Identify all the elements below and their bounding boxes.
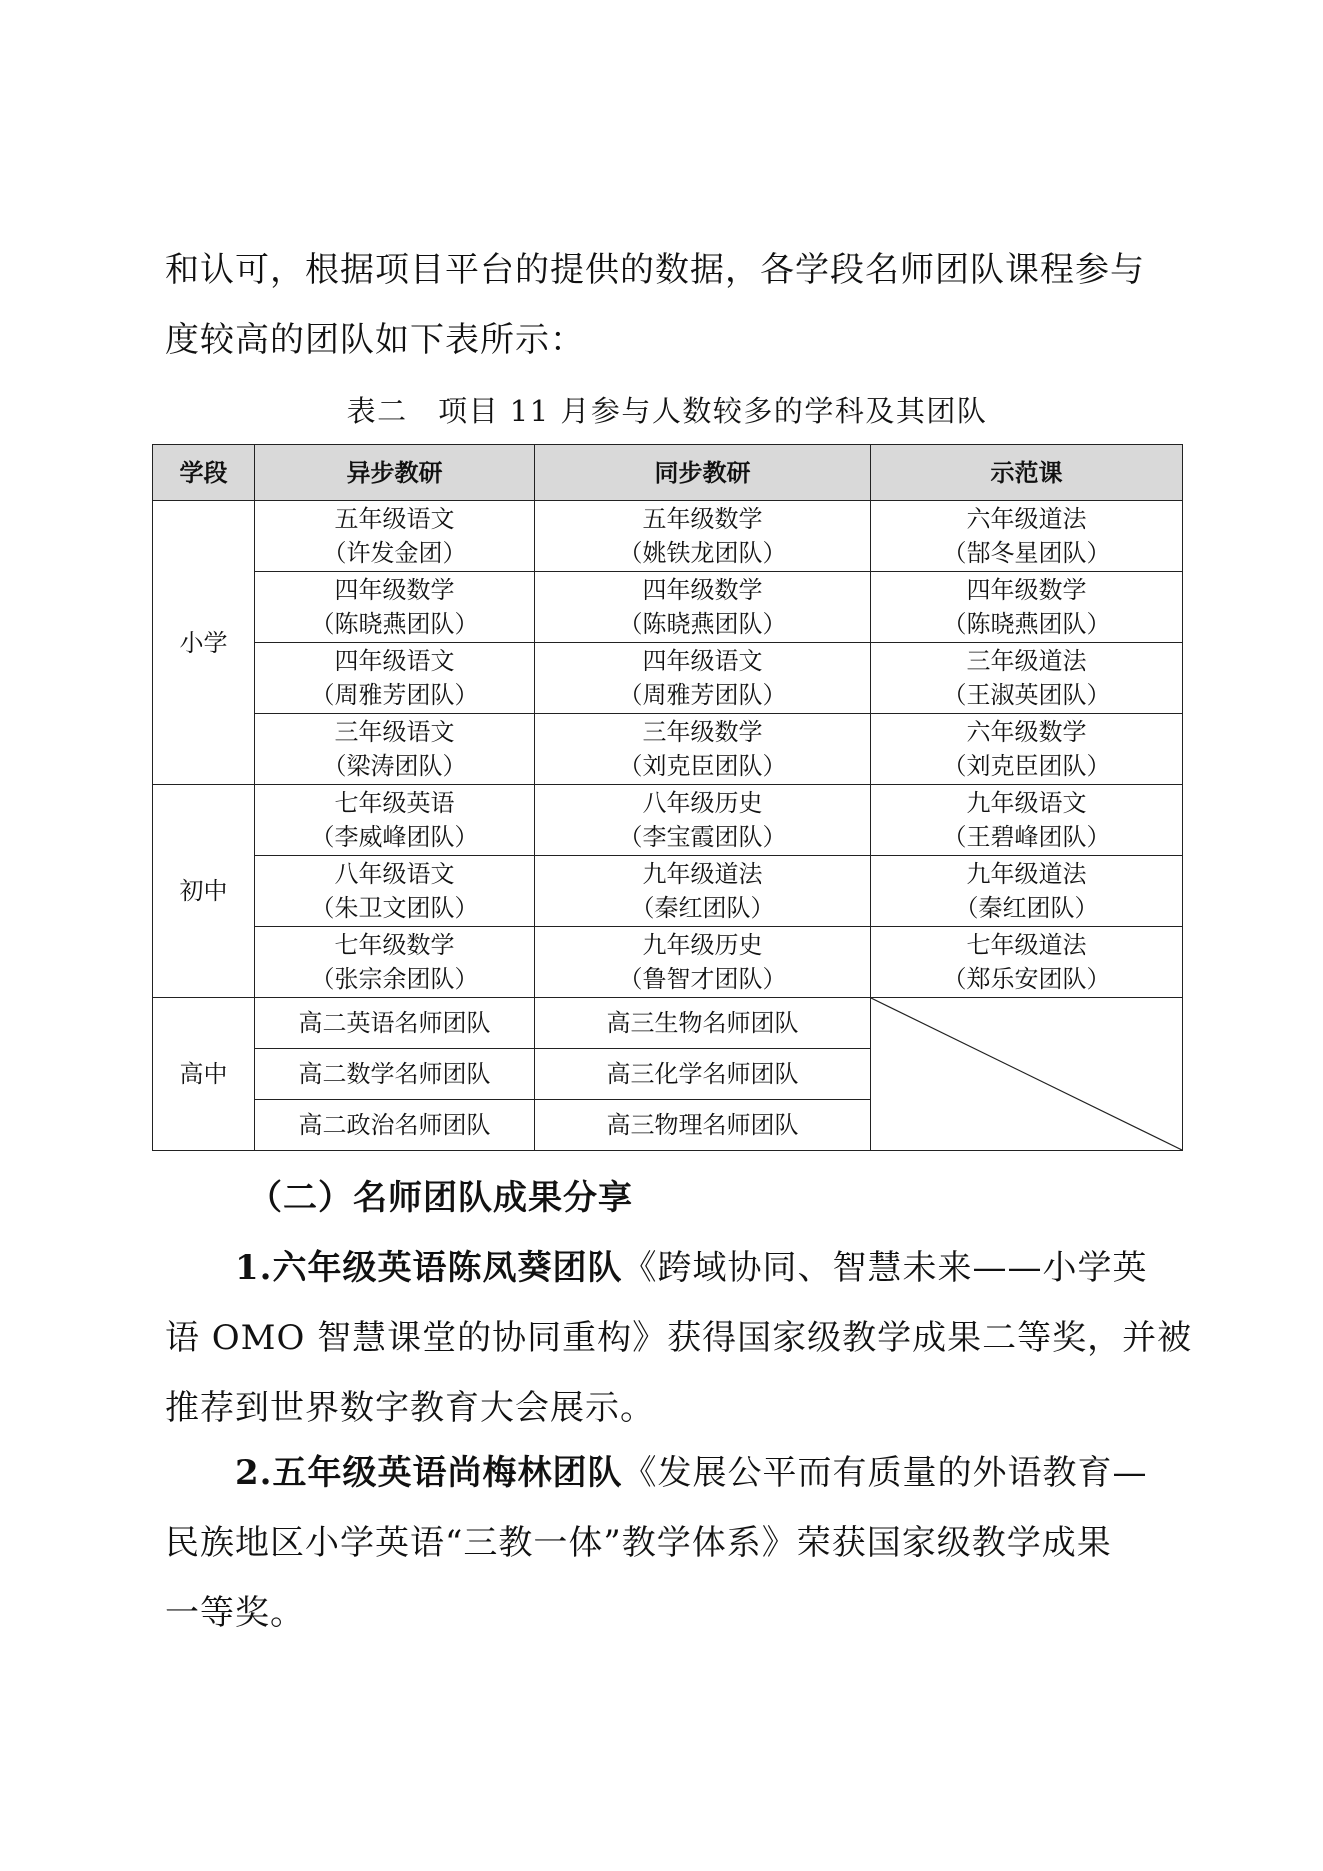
table-row — [153, 643, 1183, 714]
item2-line1-rest: 《发展公平而有质量的外语教育— — [622, 1453, 1148, 1493]
table-cell: 九年级历史 （鲁智才团队） — [535, 927, 871, 998]
table-cell: 四年级语文 （周雅芳团队） — [255, 643, 535, 714]
item1-line3: 推荐到世界数字教育大会展示。 — [165, 1388, 655, 1428]
intro-paragraph — [165, 235, 1165, 375]
table-cell: 五年级数学 （姚铁龙团队） — [535, 501, 871, 572]
table-cell: 四年级语文 （周雅芳团队） — [535, 643, 871, 714]
table-row — [153, 714, 1183, 785]
table-cell: 六年级道法 （郜冬星团队） — [871, 501, 1183, 572]
table-header-row — [153, 445, 1183, 501]
header-stage: 学段 — [153, 445, 255, 501]
section-title: （二）名师团队成果分享 — [248, 1178, 633, 1218]
table-cell: 三年级道法 （王淑英团队） — [871, 643, 1183, 714]
diagonal-empty-cell — [871, 998, 1183, 1151]
table-cell: 七年级数学 （张宗余团队） — [255, 927, 535, 998]
table-cell: 高二政治名师团队 — [255, 1100, 535, 1151]
table-cell: 九年级道法 （秦红团队） — [871, 856, 1183, 927]
item1-line1-rest: 《跨域协同、智慧未来——小学英 — [622, 1248, 1148, 1288]
table-cell: 高三化学名师团队 — [535, 1049, 871, 1100]
table-cell: 四年级数学 （陈晓燕团队） — [255, 572, 535, 643]
achievement-item-1 — [165, 1233, 1193, 1443]
table-row — [153, 572, 1183, 643]
item2-lead: 2.五年级英语尚梅林团队 — [235, 1453, 623, 1493]
header-sync: 同步教研 — [535, 445, 871, 501]
table-cell: 九年级语文 （王碧峰团队） — [871, 785, 1183, 856]
table-cell: 八年级历史 （李宝霞团队） — [535, 785, 871, 856]
achievement-item-2 — [165, 1438, 1165, 1648]
intro-line-2: 度较高的团队如下表所示： — [165, 320, 585, 360]
table-cell: 七年级道法 （郑乐安团队） — [871, 927, 1183, 998]
table-cell: 四年级数学 （陈晓燕团队） — [535, 572, 871, 643]
table-caption: 表二 项目 11 月参与人数较多的学科及其团队 — [346, 394, 988, 428]
diagonal-line-icon — [871, 998, 1182, 1150]
intro-line-1: 和认可，根据项目平台的提供的数据，各学段名师团队课程参与 — [165, 250, 1145, 290]
table-cell: 六年级数学 （刘克臣团队） — [871, 714, 1183, 785]
table-cell: 三年级语文 （梁涛团队） — [255, 714, 535, 785]
stage-junior: 初中 — [153, 785, 255, 998]
table-row — [153, 785, 1183, 856]
table-cell: 八年级语文 （朱卫文团队） — [255, 856, 535, 927]
teams-table — [152, 444, 1183, 1151]
table-cell: 九年级道法 （秦红团队） — [535, 856, 871, 927]
item2-line2: 民族地区小学英语“三教一体”教学体系》荣获国家级教学成果 — [165, 1523, 1112, 1563]
table-cell: 七年级英语 （李威峰团队） — [255, 785, 535, 856]
table-cell: 高二数学名师团队 — [255, 1049, 535, 1100]
table-cell: 五年级语文 （许发金团） — [255, 501, 535, 572]
header-async: 异步教研 — [255, 445, 535, 501]
table-cell: 四年级数学 （陈晓燕团队） — [871, 572, 1183, 643]
item1-lead: 1.六年级英语陈凤葵团队 — [235, 1248, 623, 1288]
table-row — [153, 856, 1183, 927]
stage-primary: 小学 — [153, 501, 255, 785]
item2-line3: 一等奖。 — [165, 1593, 305, 1633]
table-cell: 高三生物名师团队 — [535, 998, 871, 1049]
table-row — [153, 501, 1183, 572]
table-row — [153, 998, 1183, 1049]
item1-line2: 语 OMO 智慧课堂的协同重构》获得国家级教学成果二等奖，并被 — [165, 1318, 1193, 1358]
table-row — [153, 927, 1183, 998]
header-demo: 示范课 — [871, 445, 1183, 501]
table-cell: 高二英语名师团队 — [255, 998, 535, 1049]
stage-senior: 高中 — [153, 998, 255, 1151]
table-cell: 三年级数学 （刘克臣团队） — [535, 714, 871, 785]
table-cell: 高三物理名师团队 — [535, 1100, 871, 1151]
